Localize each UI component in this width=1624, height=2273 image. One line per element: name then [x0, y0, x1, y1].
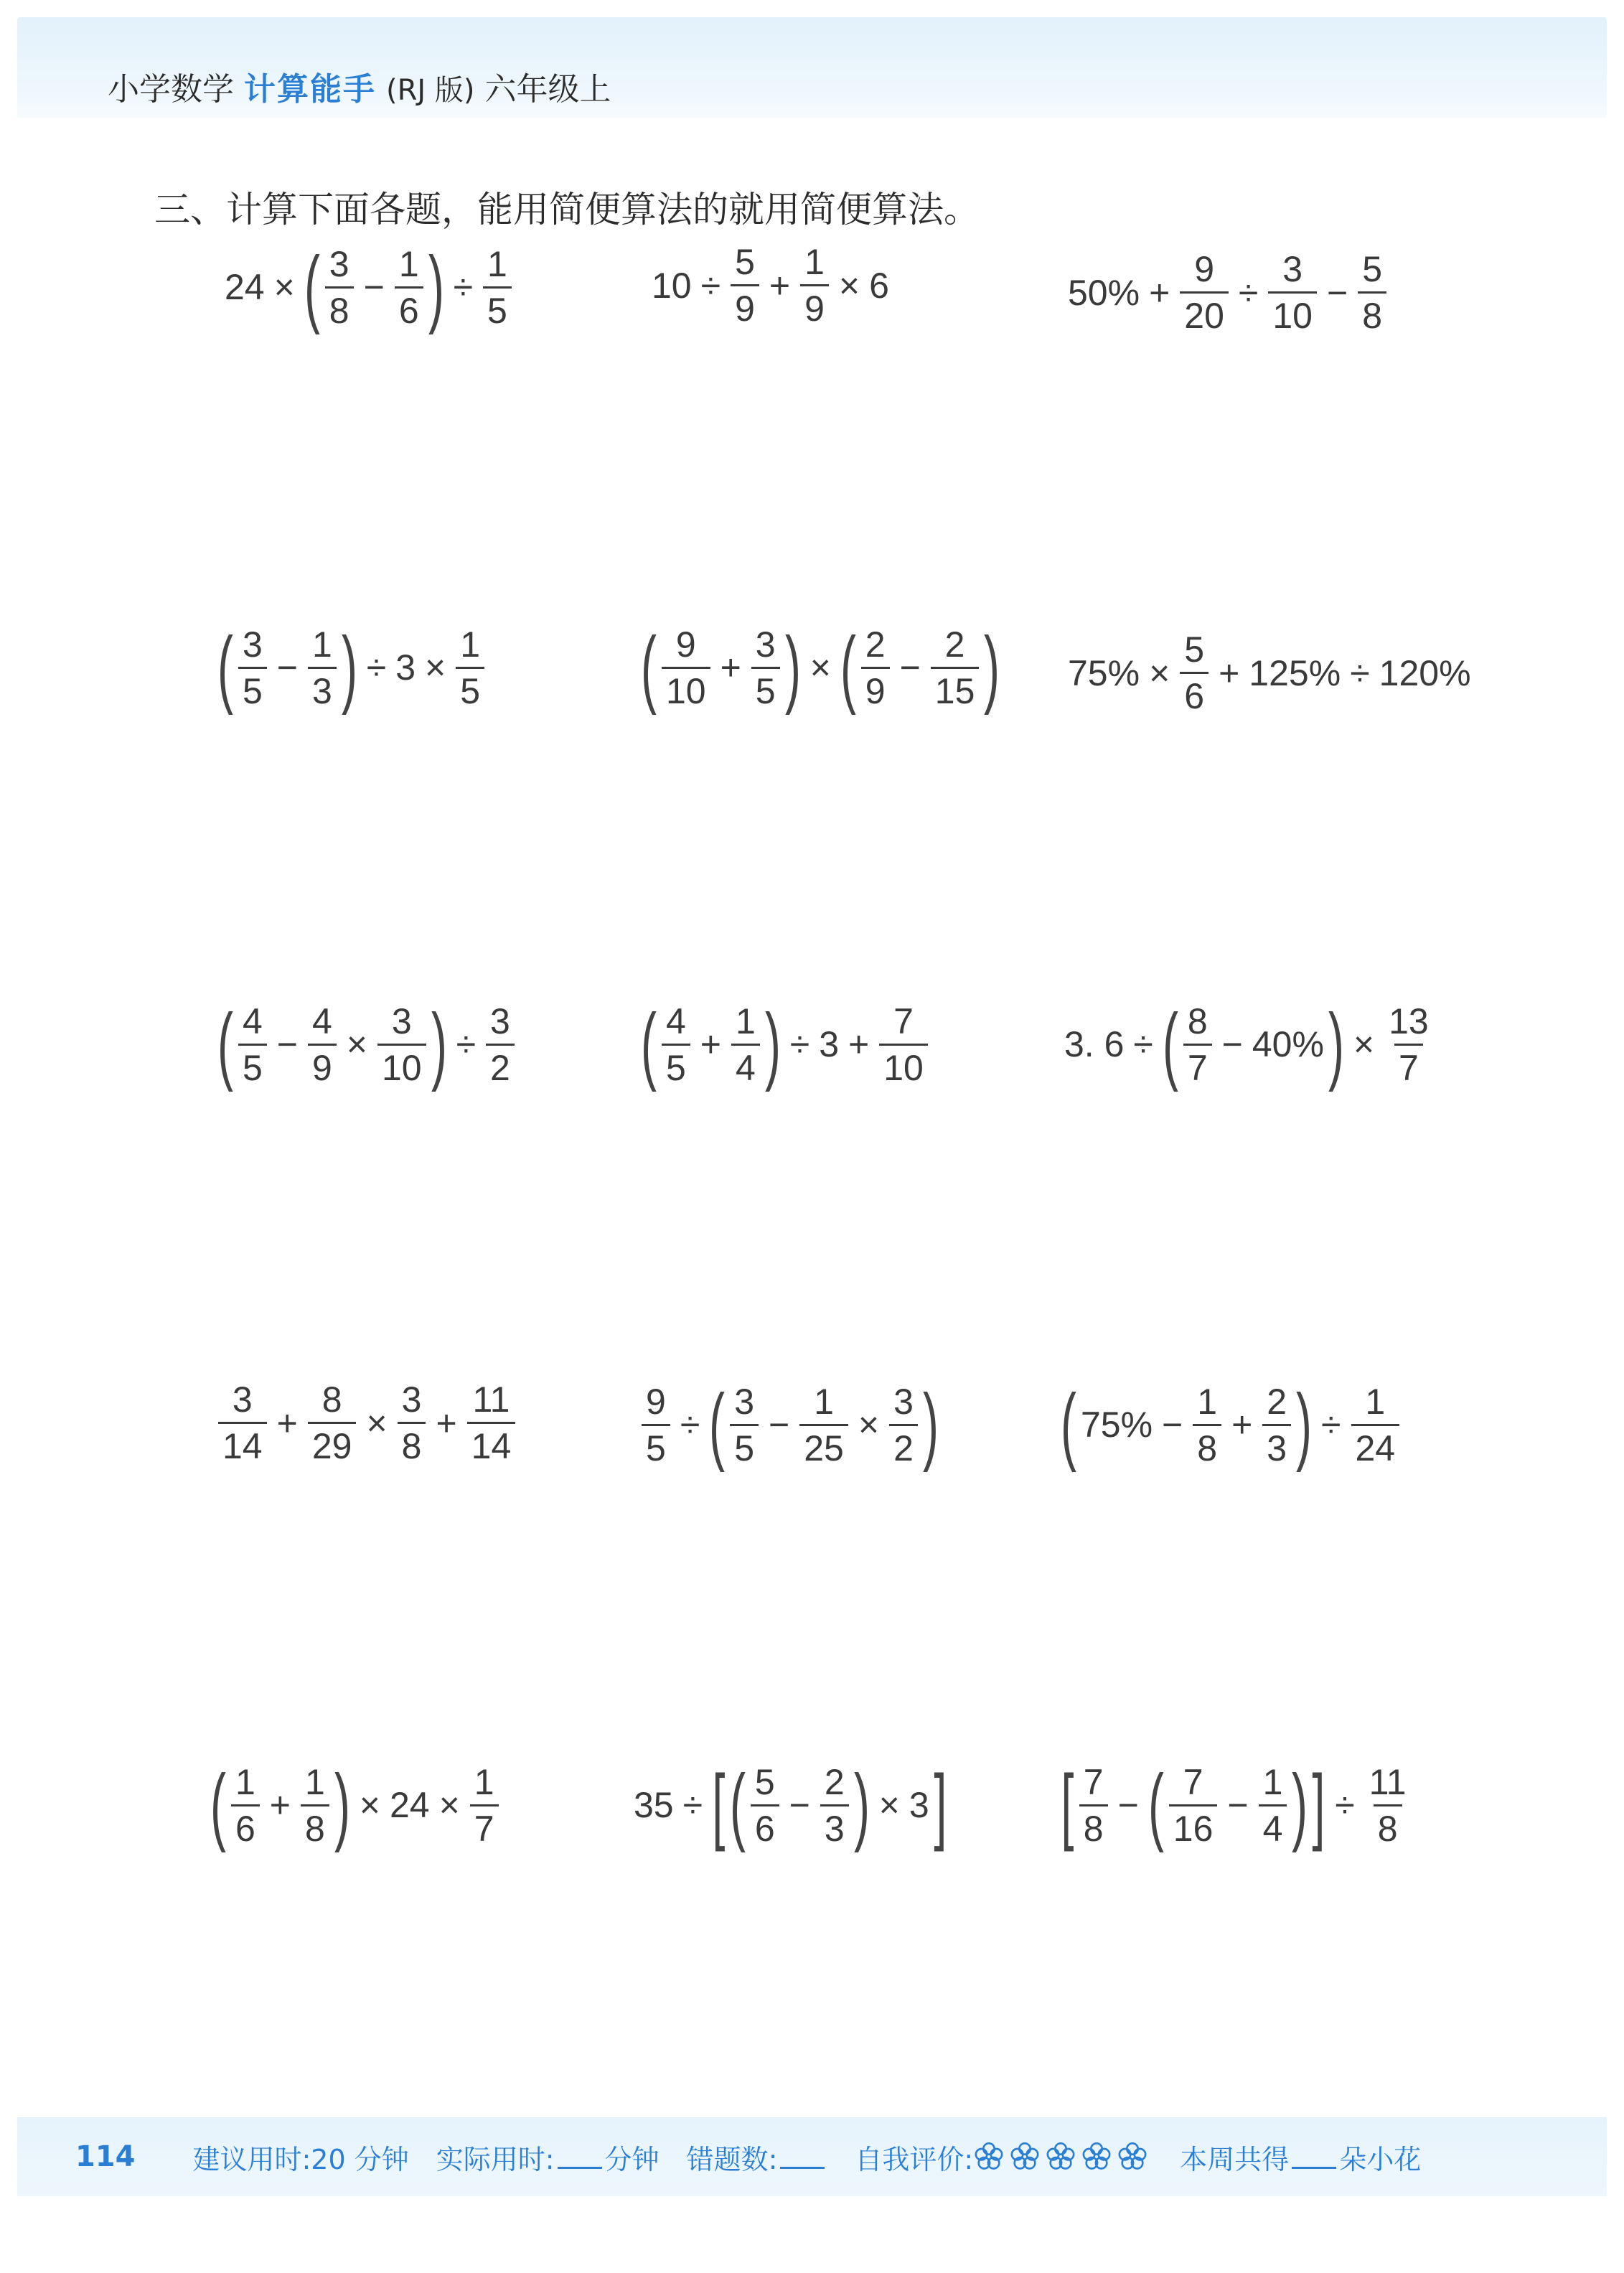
right-paren: )	[764, 996, 781, 1092]
section-heading: 三、计算下面各题，能用简便算法的就用简便算法。	[154, 189, 980, 230]
numerator: 1	[487, 243, 507, 284]
numerator: 9	[675, 624, 696, 665]
denominator: 16	[1169, 1804, 1218, 1847]
fraction	[642, 1381, 670, 1468]
numerator: 5	[754, 1761, 775, 1802]
operator: ×	[425, 647, 446, 688]
right-bracket: ]	[1312, 1758, 1325, 1852]
operator: −	[276, 647, 298, 688]
numerator: 1	[304, 1761, 325, 1802]
right-paren: )	[341, 619, 357, 716]
page-footer	[75, 2132, 1448, 2182]
number: 75%	[1080, 1405, 1153, 1445]
denominator: 5	[238, 667, 267, 709]
errors-blank[interactable]	[780, 2145, 825, 2169]
denominator: 14	[218, 1422, 267, 1464]
fraction	[1259, 1761, 1287, 1849]
numerator: 1	[460, 624, 481, 665]
operator: ÷	[453, 267, 474, 307]
numerator: 3	[893, 1381, 914, 1422]
fraction	[398, 1379, 426, 1466]
fraction	[301, 1761, 329, 1849]
fraction	[730, 1381, 759, 1468]
left-paren: (	[210, 1757, 226, 1853]
denominator: 2	[889, 1424, 918, 1466]
operator: +	[720, 647, 741, 688]
operator: ÷	[682, 1785, 703, 1825]
numerator: 3	[232, 1379, 253, 1420]
numerator: 1	[311, 624, 332, 665]
denominator: 6	[1180, 672, 1208, 714]
operator: ×	[346, 1024, 367, 1064]
actual-time-label: 实际用时:	[436, 2143, 555, 2175]
operator: ÷	[1321, 1405, 1341, 1445]
operator: +	[436, 1402, 457, 1443]
numerator: 3	[1282, 249, 1303, 289]
number: 3	[909, 1785, 929, 1825]
fraction	[218, 1379, 267, 1466]
flower-outline-icon[interactable]	[1117, 2141, 1148, 2173]
denominator: 9	[861, 667, 890, 709]
denominator: 3	[1262, 1424, 1291, 1466]
right-paren: )	[922, 1377, 939, 1473]
left-paren: (	[729, 1757, 746, 1853]
denominator: 10	[662, 667, 710, 709]
fraction	[377, 1000, 426, 1088]
operator: −	[276, 1024, 298, 1064]
denominator: 8	[1079, 1804, 1108, 1847]
left-paren: (	[1162, 996, 1178, 1092]
week-total-unit: 朵小花	[1339, 2143, 1422, 2175]
numerator: 5	[1184, 629, 1205, 670]
fraction	[662, 1000, 690, 1088]
numerator: 2	[1267, 1381, 1287, 1422]
numerator: 5	[735, 242, 755, 282]
numerator: 4	[242, 1000, 263, 1041]
denominator: 4	[731, 1044, 760, 1086]
right-bracket: ]	[934, 1758, 947, 1852]
operator: ×	[366, 1402, 388, 1443]
numerator: 3	[391, 1000, 412, 1041]
left-paren: (	[304, 239, 320, 335]
right-paren: )	[334, 1757, 350, 1853]
numerator: 13	[1389, 1000, 1429, 1041]
fraction	[395, 243, 423, 331]
fraction	[1262, 1381, 1291, 1468]
number: 10	[652, 265, 692, 306]
right-paren: )	[1328, 996, 1344, 1092]
numerator: 4	[665, 1000, 686, 1041]
denominator: 5	[483, 286, 512, 329]
numerator: 1	[474, 1761, 494, 1802]
problem-r5c1	[208, 1757, 502, 1853]
numerator: 8	[1187, 1000, 1208, 1041]
number: 24	[225, 267, 265, 307]
errors-label: 错题数:	[686, 2143, 778, 2175]
numerator: 1	[1197, 1381, 1218, 1422]
operator: ÷	[456, 1024, 477, 1064]
number: 6	[869, 265, 889, 306]
denominator: 3	[308, 667, 337, 709]
denominator: 4	[1259, 1804, 1287, 1847]
fraction	[308, 1379, 357, 1466]
fraction	[1384, 1000, 1433, 1088]
fraction	[889, 1381, 918, 1468]
right-paren: )	[1296, 1377, 1313, 1473]
numerator: 3	[401, 1379, 422, 1420]
denominator: 6	[751, 1804, 779, 1847]
problem-r3c2	[639, 996, 931, 1092]
fraction	[1365, 1761, 1411, 1849]
fraction	[879, 1000, 928, 1088]
number: 3	[395, 647, 416, 688]
fraction	[238, 624, 267, 711]
denominator: 8	[301, 1804, 329, 1847]
fraction	[1180, 251, 1229, 334]
denominator: 8	[398, 1422, 426, 1464]
fraction	[467, 1379, 516, 1466]
operator: +	[700, 1024, 721, 1064]
operator: ×	[809, 647, 831, 688]
operator: ÷	[1335, 1785, 1355, 1825]
operator: +	[1231, 1405, 1253, 1445]
denominator: 5	[662, 1044, 690, 1086]
header-suffix: 六年级上	[484, 71, 611, 108]
fraction	[662, 624, 710, 711]
fraction	[1358, 251, 1386, 334]
flower-outline-icon[interactable]	[1081, 2141, 1112, 2173]
fraction	[486, 1000, 515, 1088]
problem-r4c1	[215, 1379, 518, 1466]
right-paren: )	[853, 1757, 870, 1853]
fraction	[1351, 1381, 1400, 1468]
problem-r3c1	[215, 996, 517, 1092]
problem-r2c1	[215, 619, 487, 716]
problem-r1c1	[222, 239, 515, 335]
problem-r1c3	[1066, 251, 1389, 334]
numerator: 1	[1365, 1381, 1386, 1422]
numerator: 11	[1369, 1761, 1407, 1802]
denominator: 9	[308, 1044, 337, 1086]
numerator: 2	[824, 1761, 845, 1802]
denominator: 7	[1394, 1044, 1423, 1086]
problem-r1c2	[649, 244, 891, 327]
header-edition: (RJ 版)	[386, 74, 475, 107]
number: 3. 6	[1064, 1024, 1125, 1064]
operator: −	[769, 1405, 790, 1445]
errors-count	[687, 2137, 828, 2177]
denominator: 6	[395, 286, 423, 329]
denominator: 14	[467, 1422, 516, 1464]
denominator: 3	[820, 1804, 849, 1847]
denominator: 10	[377, 1044, 426, 1086]
numerator: 1	[398, 243, 419, 284]
numerator: 7	[1183, 1761, 1203, 1802]
fraction	[308, 624, 337, 711]
problem-r3c3	[1062, 996, 1436, 1092]
problem-r5c3	[1059, 1757, 1414, 1853]
operator: ×	[858, 1405, 880, 1445]
numerator: 2	[865, 624, 886, 665]
operator: ×	[1353, 1024, 1375, 1064]
problem-r2c3	[1066, 629, 1473, 716]
operator: ÷	[789, 1024, 810, 1064]
number: 125%	[1249, 652, 1341, 693]
operator: ÷	[680, 1405, 700, 1445]
numerator: 1	[804, 242, 825, 282]
number: 50%	[1068, 272, 1140, 313]
denominator: 24	[1351, 1424, 1400, 1466]
denominator: 5	[751, 667, 780, 709]
left-paren: (	[640, 996, 657, 1092]
operator: +	[1219, 652, 1240, 693]
denominator: 2	[486, 1044, 515, 1086]
right-paren: )	[428, 239, 444, 335]
operator: ×	[1149, 652, 1170, 693]
numerator: 4	[311, 1000, 332, 1041]
operator: ×	[273, 267, 295, 307]
denominator: 8	[325, 286, 354, 329]
denominator: 8	[1358, 291, 1386, 334]
operator: ×	[359, 1785, 380, 1825]
self-evaluation	[855, 2137, 1153, 2177]
operator: ×	[838, 265, 860, 306]
denominator: 15	[931, 667, 980, 709]
problem-r4c2	[639, 1377, 941, 1473]
numerator: 11	[472, 1379, 510, 1420]
left-paren: (	[217, 996, 233, 1092]
operator: +	[848, 1024, 870, 1064]
right-paren: )	[984, 619, 1000, 716]
numerator: 1	[1262, 1761, 1283, 1802]
week-total-label: 本周共得	[1180, 2143, 1290, 2175]
actual-time	[436, 2137, 660, 2177]
operator: +	[769, 265, 791, 306]
actual-time-blank[interactable]	[558, 2145, 602, 2169]
fraction	[238, 1000, 267, 1088]
left-paren: (	[217, 619, 233, 716]
operator: +	[1149, 272, 1170, 313]
left-paren: (	[640, 619, 657, 716]
numerator: 7	[1083, 1761, 1104, 1802]
denominator: 6	[231, 1804, 260, 1847]
page-number: 114	[75, 2140, 136, 2173]
numerator: 8	[321, 1379, 342, 1420]
problem-r4c3	[1059, 1377, 1402, 1473]
fraction	[1079, 1761, 1108, 1849]
numerator: 9	[646, 1381, 666, 1422]
number: 24	[389, 1785, 430, 1825]
left-paren: (	[709, 1377, 726, 1473]
left-paren: (	[840, 619, 856, 716]
operator: +	[269, 1785, 291, 1825]
operator: ×	[438, 1785, 460, 1825]
left-bracket: [	[1061, 1758, 1074, 1852]
number: 40%	[1252, 1024, 1324, 1064]
fraction	[751, 624, 780, 711]
numerator: 3	[329, 243, 349, 284]
fraction	[931, 624, 980, 711]
operator: −	[363, 267, 385, 307]
operator: −	[1326, 272, 1348, 313]
numerator: 7	[893, 1000, 914, 1041]
flower-outline-icon[interactable]	[1009, 2141, 1041, 2173]
numerator: 1	[814, 1381, 834, 1422]
numerator: 3	[755, 624, 776, 665]
left-paren: (	[1060, 1377, 1076, 1473]
fraction	[483, 243, 512, 331]
fraction	[820, 1761, 849, 1849]
actual-time-unit: 分钟	[604, 2143, 660, 2175]
operator: ÷	[700, 265, 721, 306]
denominator: 5	[730, 1424, 759, 1466]
right-paren: )	[431, 996, 447, 1092]
operator: −	[899, 647, 921, 688]
fraction	[308, 1000, 337, 1088]
numerator: 5	[1362, 249, 1382, 289]
operator: +	[276, 1402, 298, 1443]
denominator: 7	[470, 1804, 499, 1847]
fraction	[456, 624, 484, 711]
fraction	[231, 1761, 260, 1849]
right-paren: )	[1292, 1757, 1308, 1853]
number: 75%	[1068, 652, 1140, 693]
denominator: 20	[1180, 291, 1229, 334]
numerator: 3	[242, 624, 263, 665]
fraction	[731, 244, 759, 327]
number: 35	[634, 1785, 674, 1825]
denominator: 10	[1268, 291, 1317, 334]
problem-r2c2	[639, 619, 1002, 716]
operator: ÷	[1238, 272, 1259, 313]
fraction	[861, 624, 890, 711]
numerator: 1	[235, 1761, 255, 1802]
denominator: 8	[1374, 1804, 1402, 1847]
fraction	[1169, 1761, 1218, 1849]
numerator: 3	[490, 1000, 510, 1041]
operator: −	[1117, 1785, 1139, 1825]
flower-outline-icon[interactable]	[973, 2141, 1005, 2173]
numerator: 3	[734, 1381, 755, 1422]
week-total	[1180, 2137, 1421, 2177]
denominator: 5	[642, 1424, 670, 1466]
operator: ÷	[1133, 1024, 1153, 1064]
operator: −	[1162, 1405, 1183, 1445]
fraction	[325, 243, 354, 331]
left-paren: (	[1147, 1757, 1164, 1853]
fraction	[470, 1761, 499, 1849]
denominator: 5	[238, 1044, 267, 1086]
header-prefix: 小学数学	[108, 71, 234, 108]
denominator: 8	[1193, 1424, 1221, 1466]
denominator: 7	[1183, 1044, 1212, 1086]
operator: ÷	[1350, 652, 1370, 693]
number: 120%	[1379, 652, 1471, 693]
fraction	[799, 1381, 848, 1468]
operator: −	[1227, 1785, 1249, 1825]
operator: ÷	[366, 647, 387, 688]
left-bracket: [	[712, 1758, 726, 1852]
denominator: 29	[308, 1422, 357, 1464]
denominator: 9	[731, 284, 759, 327]
denominator: 9	[800, 284, 829, 327]
denominator: 25	[799, 1424, 848, 1466]
flower-outline-icon[interactable]	[1045, 2141, 1076, 2173]
numerator: 1	[735, 1000, 756, 1041]
numerator: 9	[1194, 249, 1214, 289]
fraction	[1193, 1381, 1221, 1468]
fraction	[1180, 629, 1208, 716]
denominator: 5	[456, 667, 484, 709]
fraction	[731, 1000, 760, 1088]
header-brand: 计算能手	[244, 71, 376, 108]
operator: ×	[878, 1785, 900, 1825]
fraction	[1183, 1000, 1212, 1088]
operator: −	[789, 1785, 810, 1825]
fraction	[751, 1761, 779, 1849]
numerator: 2	[944, 624, 965, 665]
suggested-time: 建议用时:20 分钟	[192, 2143, 409, 2175]
fraction	[1268, 251, 1317, 334]
week-total-blank[interactable]	[1292, 2145, 1336, 2169]
right-paren: )	[784, 619, 801, 716]
denominator: 10	[879, 1044, 928, 1086]
self-eval-label: 自我评价:	[855, 2143, 974, 2175]
fraction	[800, 244, 829, 327]
problem-r5c2	[632, 1757, 949, 1853]
operator: −	[1221, 1024, 1243, 1064]
number: 3	[819, 1024, 840, 1064]
